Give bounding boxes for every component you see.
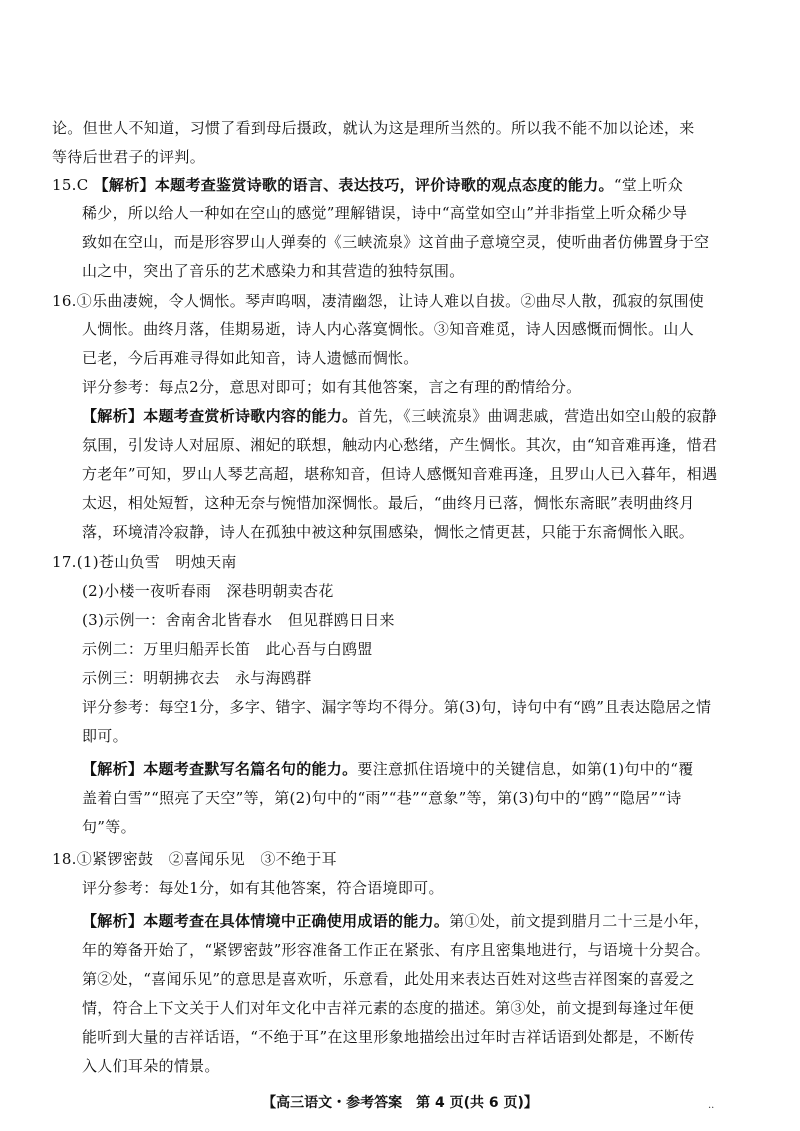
q15-line-1 <box>52 174 742 198</box>
q16-number: 16. <box>52 292 77 310</box>
q16-line-1 <box>52 290 742 314</box>
q18-analysis-bold: 本题考查在具体情境中正确使用成语的能力。 <box>143 912 450 930</box>
q17-answer-3: (3)示例一：舍南舍北皆春水 但见群鸥日日来 <box>82 611 395 629</box>
q17-answer-1: (1)苍山负雪 明烛天南 <box>76 553 237 571</box>
q18-analysis-line-3: 第②处，“喜闻乐见”的意思是喜欢听，乐意看，此处用来表达百姓对这些吉祥图案的喜爱之 <box>82 970 695 988</box>
q16-line-3: 已老，今后再难寻得如此知音，诗人遗憾而惆怅。 <box>82 349 419 367</box>
q16-analysis-line-5: 落，环境清冷寂静，诗人在孤独中被这种氛围感染，惆怅之情更甚，只能于东斋惆怅入眠。 <box>82 523 695 541</box>
q18-line-1 <box>52 848 742 872</box>
q15-analysis-bold: 本题考查鉴赏诗歌的语言、表达技巧，评价诗歌的观点态度的能力。 <box>154 176 614 194</box>
q16-score: 评分参考：每点2分，意思对即可；如有其他答案，言之有理的酌情给分。 <box>82 378 582 396</box>
q16-analysis-line-1 <box>82 405 742 429</box>
q14-translation-line-1: 论。但世人不知道，习惯了看到母后摄政，就认为这是理所当然的。所以我不能不加以论述，来 <box>52 119 695 137</box>
q15-number: 15.C <box>52 176 89 194</box>
q18-analysis-rest: 第①处，前文提到腊月二十三是小年， <box>449 912 710 930</box>
page-footer: 【高三语文・参考答案 第 4 页(共 6 页)】 <box>262 1095 538 1111</box>
q17-score-line-1: 评分参考：每空1分，多字、错字、漏字等均不得分。第(3)句，诗句中有“鸥”且表达隐居之情 <box>82 698 712 716</box>
q17-analysis-rest: 要注意抓住语境中的关键信息，如第(1)句中的“覆 <box>357 760 694 778</box>
q17-example-3: 示例三：明朝拂衣去 永与海鸥群 <box>82 669 312 687</box>
q18-score: 评分参考：每处1分，如有其他答案，符合语境即可。 <box>82 879 444 897</box>
q16-analysis-line-2: 氛围，引发诗人对屈原、湘妃的联想，触动内心愁绪，产生惆怅。其次，由“知音难再逢，惜君 <box>82 436 718 454</box>
q16-line-2: 人惆怅。曲终月落，佳期易逝，诗人内心落寞惆怅。③知音难觅，诗人因感慨而惆怅。山人 <box>82 320 695 338</box>
q18-analysis-line-4: 情，符合上下文关于人们对年文化中吉祥元素的态度的描述。第③处，前文提到每逢过年便 <box>82 999 695 1017</box>
q17-number: 17. <box>52 553 77 571</box>
q16-answer-1: ①乐曲凄婉，令人惆怅。琴声呜咽，凄清幽怨，让诗人难以自拔。②曲尽人散，孤寂的氛围使 <box>76 292 705 310</box>
q18-analysis-line-6: 入人们耳朵的情景。 <box>82 1057 220 1075</box>
q15-analysis-tag: 【解析】 <box>93 176 155 194</box>
q18-number: 18. <box>52 850 77 868</box>
q16-analysis-rest: 首先，《三峡流泉》曲调悲戚，营造出如空山般的寂静 <box>357 407 718 425</box>
q16-analysis-line-3: 方老年”可知，罗山人琴艺高超，堪称知音，但诗人感慨知音难再逢，且罗山人已入暮年，相遇 <box>82 465 718 483</box>
q18-analysis-line-5: 能听到大量的吉祥话语，“不绝于耳”在这里形象地描绘出过年时吉祥话语到处都是，不断传 <box>82 1028 695 1046</box>
q16-analysis-line-4: 太迟，相处短暂，这种无奈与惋惜加深惆怅。最后，“曲终月已落，惆怅东斋眠”表明曲终月 <box>82 494 695 512</box>
q17-example-2: 示例二：万里归船弄长笛 此心吾与白鸥盟 <box>82 640 373 658</box>
q15-line-2: 稀少，所以给人一种如在空山的感觉”理解错误，诗中“高堂如空山”并非指堂上听众稀少导 <box>82 204 688 222</box>
q17-analysis-line-3: 句”等。 <box>82 818 136 836</box>
q17-analysis-bold: 本题考查默写名篇名句的能力。 <box>143 760 358 778</box>
q18-answer: ①紧锣密鼓 ②喜闻乐见 ③不绝于耳 <box>76 850 337 868</box>
q15-line-1-rest: “堂上听众 <box>613 176 684 194</box>
q17-score-line-2: 即可。 <box>82 727 128 745</box>
q17-analysis-line-1 <box>82 758 742 782</box>
q18-analysis-line-1 <box>82 910 742 934</box>
q17-analysis-line-2: 盖着白雪”“照亮了天空”等，第(2)句中的“雨”“巷”“意象”等，第(3)句中的“鸥”“隐居”“诗 <box>82 789 682 807</box>
q15-line-4: 山之中，突出了音乐的艺术感染力和其营造的独特氛围。 <box>82 262 465 280</box>
q16-analysis-tag: 【解析】 <box>82 407 144 425</box>
q18-analysis-line-2: 年的筹备开始了，“紧锣密鼓”形容准备工作正在紧张、有序且密集地进行，与语境十分契合。 <box>82 941 710 959</box>
q17-answer-2: (2)小楼一夜听春雨 深巷明朝卖杏花 <box>82 582 334 600</box>
q14-translation-line-2: 等待后世君子的评判。 <box>52 148 206 166</box>
q17-line-1 <box>52 551 742 575</box>
footer-dots: .. <box>708 1100 715 1111</box>
q18-analysis-tag: 【解析】 <box>82 912 144 930</box>
q15-line-3: 致如在空山，而是形容罗山人弹奏的《三峡流泉》这首曲子意境空灵，使听曲者仿佛置身于空 <box>82 233 710 251</box>
q17-analysis-tag: 【解析】 <box>82 760 144 778</box>
q16-analysis-bold: 本题考查赏析诗歌内容的能力。 <box>143 407 358 425</box>
